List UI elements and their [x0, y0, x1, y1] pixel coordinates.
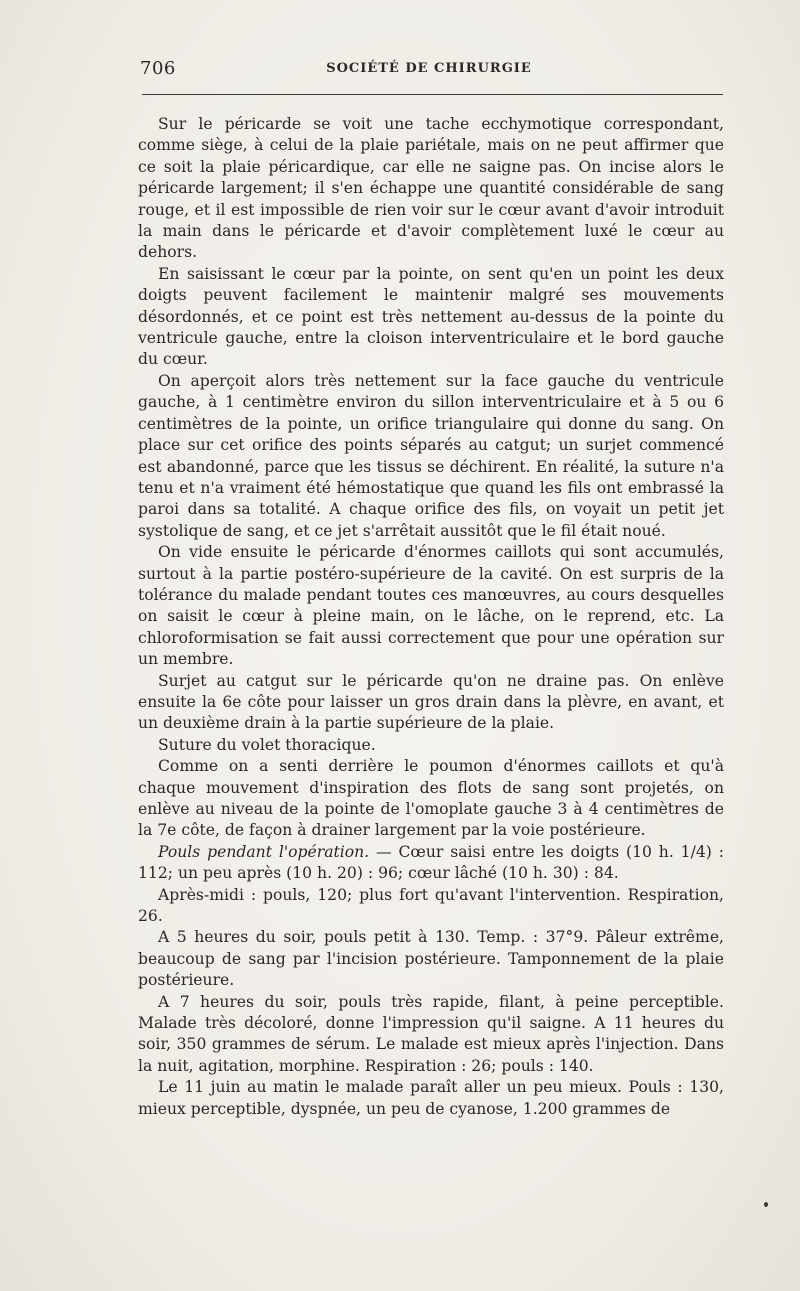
paragraph: A 5 heures du soir, pouls petit à 130. Temp. : 37°9. Pâleur extrême, beaucoup de sang par l'incision postérieure. Tamponnement de la plaie postérieure.: [138, 928, 724, 990]
paragraph: [138, 842, 724, 885]
paragraph: Surjet au catgut sur le péricarde qu'on ne draine pas. On enlève ensuite la 6e côte pour laisser un gros drain dans la plèvre, en avant, et un deuxième drain à la partie supérieure de la plaie.: [138, 671, 724, 733]
body-text: [138, 114, 724, 1120]
paragraph: Sur le péricarde se voit une tache ecchymotique correspondant, comme siège, à celui de la plaie pariétale, mais on ne peut affirmer que ce soit la plaie péricardique, car elle ne saigne pas. On incise alors le péricarde largement; il s'en échappe une quantité considérable de sang rouge, et il est impossible de rien voir sur le cœur avant d'avoir introduit la main dans le péricarde et d'avoir complètement luxé le cœur au dehors.: [138, 115, 724, 262]
header-rule: [142, 94, 723, 95]
paragraph: Suture du volet thoracique.: [158, 735, 376, 754]
running-head: SOCIÉTÉ DE CHIRURGIE: [326, 61, 532, 76]
ink-speck: [764, 1202, 768, 1207]
page-number: 706: [140, 58, 176, 79]
paragraph: A 7 heures du soir, pouls très rapide, filant, à peine perceptible. Malade très décoloré, donne l'impression qu'il saigne. A 11 heures du soir, 350 grammes de sérum. Le malade est mieux après l'injection. Dans la nuit, agitation, morphine. Respiration : 26; pouls : 140.: [138, 992, 724, 1075]
italic-lead: Pouls pendant l'opération.: [158, 842, 370, 861]
page-header: [135, 52, 723, 80]
paragraph-rest: — Cœur saisi entre les doigts (10 h. 1/4) : 112; un peu après (10 h. 20) : 96; cœur lâché (10 h. 30) : 84.: [138, 842, 724, 883]
paragraph: On aperçoit alors très nettement sur la face gauche du ventricule gauche, à 1 centimètre environ du sillon interventriculaire et à 5 ou 6 centimètres de la pointe, un orifice triangulaire qui donne du sang. On place sur cet orifice des points séparés au catgut; un surjet commencé est abandonné, parce que les tissus se déchirent. En réalité, la suture n'a tenu et n'a vraiment été hémostatique que quand les fils ont embrassé la paroi dans sa totalité. A chaque orifice des fils, on voyait un petit jet systolique de sang, et ce jet s'arrêtait aussitôt que le fil était noué.: [138, 371, 724, 540]
paragraph: Comme on a senti derrière le poumon d'énormes caillots et qu'à chaque mouvement d'inspiration des flots de sang sont projetés, on enlève au niveau de la pointe de l'omoplate gauche 3 à 4 centimètres de la 7e côte, de façon à drainer largement par la voie postérieure.: [138, 757, 724, 840]
paragraph: On vide ensuite le péricarde d'énormes caillots qui sont accumulés, surtout à la partie postéro-supérieure de la cavité. On est surpris de la tolérance du malade pendant toutes ces manœuvres, au cours desquelles on saisit le cœur à pleine main, on le lâche, on le reprend, etc. La chloroformisation se fait aussi correctement que pour une opération sur un membre.: [138, 543, 724, 669]
paragraph: Le 11 juin au matin le malade paraît aller un peu mieux. Pouls : 130, mieux perceptible, dyspnée, un peu de cyanose, 1.200 grammes de: [138, 1078, 724, 1118]
paragraph: Après-midi : pouls, 120; plus fort qu'avant l'intervention. Respiration, 26.: [138, 885, 724, 926]
paragraph: En saisissant le cœur par la pointe, on sent qu'en un point les deux doigts peuvent facilement le maintenir malgré ses mouvements désordonnés, et ce point est très nettement au-dessus de la pointe du ventricule gauche, entre la cloison interventriculaire et le bord gauche du cœur.: [138, 264, 724, 369]
